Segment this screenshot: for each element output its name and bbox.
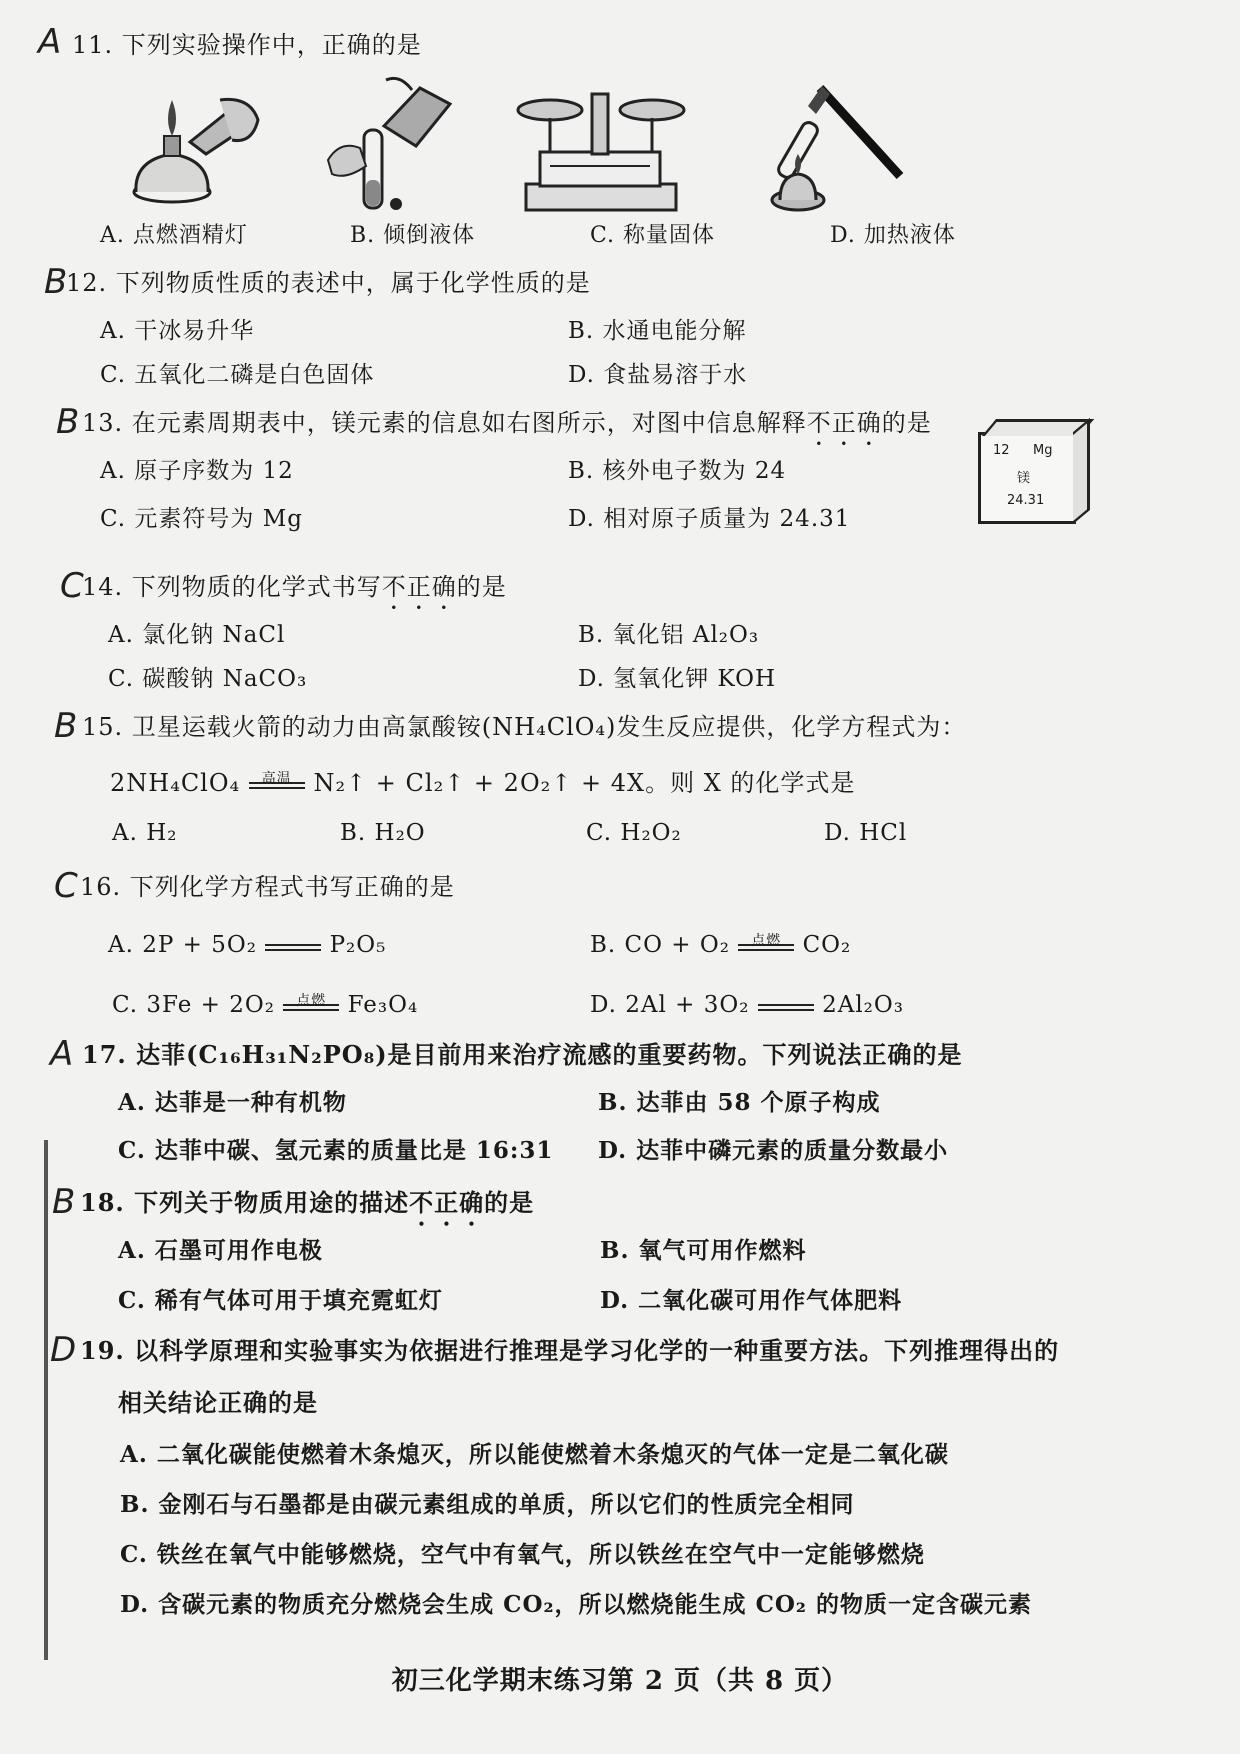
q14-stem-emphasis: 不正确 bbox=[381, 573, 457, 601]
q11-option-b: B. 倾倒液体 bbox=[350, 223, 476, 248]
page-footer: 初三化学期末练习第 2 页（共 8 页） bbox=[391, 1666, 849, 1696]
q18-stem-end: 的是 bbox=[484, 1188, 535, 1217]
q19-option-c: C. 铁丝在氧气中能够燃烧，空气中有氧气，所以铁丝在空气中一定能够燃烧 bbox=[120, 1541, 925, 1568]
q14-option-b: B. 氧化铝 Al₂O₃ bbox=[578, 622, 760, 648]
q15-option-c: C. H₂O₂ bbox=[586, 820, 682, 846]
q12-stem: 12. 下列物质性质的表述中，属于化学性质的是 bbox=[66, 269, 591, 297]
q19-stem-line1: 19. 以科学原理和实验事实为依据进行推理是学习化学的一种重要方法。下列推理得出的 bbox=[80, 1336, 1060, 1365]
q17-option-b: B. 达菲由 58 个原子构成 bbox=[598, 1089, 881, 1116]
q13-stem-start: 13. 在元素周期表中，镁元素的信息如右图所示，对图中信息解释 bbox=[82, 409, 807, 437]
q13-option-c: C. 元素符号为 Mg bbox=[100, 506, 303, 532]
q16-a-reactants: A. 2P + 5O₂ bbox=[108, 932, 257, 958]
q15-equation-left: 2NH₄ClO₄ bbox=[110, 769, 241, 797]
element-atomic-mass: 24.31 bbox=[1007, 493, 1045, 508]
q16-option-b bbox=[590, 930, 851, 960]
q16-b-products: CO₂ bbox=[802, 932, 852, 958]
q15-equation bbox=[110, 768, 855, 798]
pouring-liquid-illustration bbox=[320, 70, 460, 220]
q14-stem-start: 14. 下列物质的化学式书写 bbox=[82, 573, 382, 601]
element-card-magnesium bbox=[978, 432, 1076, 524]
q13-stem bbox=[82, 408, 932, 451]
q12-option-c: C. 五氧化二磷是白色固体 bbox=[100, 362, 375, 388]
q16-d-arrow bbox=[758, 1002, 814, 1011]
q16-option-a bbox=[108, 930, 386, 960]
q17-stem: 17. 达菲(C₁₆H₃₁N₂PO₈)是目前用来治疗流感的重要药物。下列说法正确的是 bbox=[82, 1040, 963, 1069]
q15-equation-right: N₂↑ + Cl₂↑ + 2O₂↑ + 4X。则 X 的化学式是 bbox=[313, 769, 856, 797]
q16-d-products: 2Al₂O₃ bbox=[822, 992, 904, 1018]
answer-mark-q11: A bbox=[38, 22, 62, 62]
q18-stem-start: 18. 下列关于物质用途的描述 bbox=[80, 1188, 410, 1217]
q12-option-d: D. 食盐易溶于水 bbox=[568, 362, 748, 388]
q15-option-a: A. H₂ bbox=[112, 820, 178, 846]
q16-option-c bbox=[112, 990, 418, 1020]
q15-condition: 高温 bbox=[261, 771, 292, 787]
answer-mark-q19: D bbox=[50, 1330, 77, 1370]
q14-stem bbox=[82, 572, 507, 615]
element-atomic-number: 12 bbox=[993, 443, 1010, 458]
q16-a-arrow bbox=[265, 942, 321, 951]
q18-stem-emphasis: 不正确 bbox=[409, 1188, 485, 1217]
q16-b-arrow bbox=[738, 932, 794, 951]
q18-option-a: A. 石墨可用作电极 bbox=[118, 1237, 323, 1264]
q19-stem-line2: 相关结论正确的是 bbox=[118, 1388, 318, 1417]
q15-equation-arrow bbox=[249, 771, 305, 789]
q17-option-d: D. 达菲中磷元素的质量分数最小 bbox=[598, 1137, 949, 1164]
q18-stem bbox=[80, 1188, 534, 1231]
q18-option-d: D. 二氧化碳可用作气体肥料 bbox=[600, 1287, 903, 1314]
q17-option-c: C. 达菲中碳、氢元素的质量比是 16:31 bbox=[118, 1137, 554, 1164]
q13-option-d: D. 相对原子质量为 24.31 bbox=[568, 506, 851, 532]
element-card-side-face bbox=[1073, 418, 1090, 524]
q16-c-condition: 点燃 bbox=[296, 992, 327, 1009]
q19-option-d: D. 含碳元素的物质充分燃烧会生成 CO₂，所以燃烧能生成 CO₂ 的物质一定含碳元素 bbox=[120, 1591, 1032, 1618]
balance-scale-illustration bbox=[510, 88, 690, 218]
q16-b-condition: 点燃 bbox=[751, 932, 782, 949]
q17-option-a: A. 达菲是一种有机物 bbox=[118, 1089, 347, 1116]
element-symbol: Mg bbox=[1033, 443, 1053, 458]
q16-c-arrow bbox=[283, 992, 339, 1011]
q14-option-d: D. 氢氧化钾 KOH bbox=[578, 666, 777, 692]
q14-option-a: A. 氯化钠 NaCl bbox=[108, 622, 286, 648]
q16-c-reactants: C. 3Fe + 2O₂ bbox=[112, 992, 275, 1018]
q11-option-a: A. 点燃酒精灯 bbox=[100, 223, 248, 248]
q16-stem: 16. 下列化学方程式书写正确的是 bbox=[80, 873, 455, 901]
q15-stem: 15. 卫星运载火箭的动力由高氯酸铵(NH₄ClO₄)发生反应提供，化学方程式为： bbox=[82, 713, 967, 741]
q13-option-a: A. 原子序数为 12 bbox=[100, 458, 294, 484]
q14-option-c: C. 碳酸钠 NaCO₃ bbox=[108, 666, 308, 692]
answer-mark-q15: B bbox=[54, 706, 78, 746]
q13-stem-end: 的是 bbox=[881, 409, 932, 437]
q13-option-b: B. 核外电子数为 24 bbox=[568, 458, 787, 484]
q19-option-a: A. 二氧化碳能使燃着木条熄灭，所以能使燃着木条熄灭的气体一定是二氧化碳 bbox=[120, 1441, 949, 1468]
heating-liquid-illustration bbox=[750, 76, 910, 216]
answer-mark-q12: B bbox=[44, 262, 68, 302]
q13-stem-emphasis: 不正确 bbox=[806, 409, 882, 437]
q16-option-d bbox=[590, 990, 904, 1020]
q15-option-d: D. HCl bbox=[824, 820, 908, 846]
answer-mark-q14: C bbox=[60, 566, 84, 606]
q12-option-a: A. 干冰易升华 bbox=[100, 318, 255, 344]
answer-mark-q16: C bbox=[54, 866, 78, 906]
answer-mark-q13: B bbox=[56, 402, 80, 442]
alcohol-lamp-illustration bbox=[120, 80, 270, 210]
page-edge-shadow bbox=[44, 1140, 48, 1660]
element-name: 镁 bbox=[1017, 471, 1031, 486]
answer-mark-q18: B bbox=[52, 1182, 76, 1222]
q16-d-reactants: D. 2Al + 3O₂ bbox=[590, 992, 750, 1018]
q16-a-products: P₂O₅ bbox=[329, 932, 387, 958]
q11-option-d: D. 加热液体 bbox=[830, 223, 956, 248]
q11-stem: 11. 下列实验操作中，正确的是 bbox=[72, 31, 422, 59]
q19-option-b: B. 金刚石与石墨都是由碳元素组成的单质，所以它们的性质完全相同 bbox=[120, 1491, 855, 1518]
q15-option-b: B. H₂O bbox=[340, 820, 426, 846]
q16-c-products: Fe₃O₄ bbox=[347, 992, 419, 1018]
q18-option-b: B. 氧气可用作燃料 bbox=[600, 1237, 807, 1264]
q14-stem-end: 的是 bbox=[456, 573, 507, 601]
q18-option-c: C. 稀有气体可用于填充霓虹灯 bbox=[118, 1287, 443, 1314]
q16-b-reactants: B. CO + O₂ bbox=[590, 932, 730, 958]
q11-option-c: C. 称量固体 bbox=[590, 223, 716, 248]
q12-option-b: B. 水通电能分解 bbox=[568, 318, 747, 344]
answer-mark-q17: A bbox=[50, 1034, 74, 1074]
